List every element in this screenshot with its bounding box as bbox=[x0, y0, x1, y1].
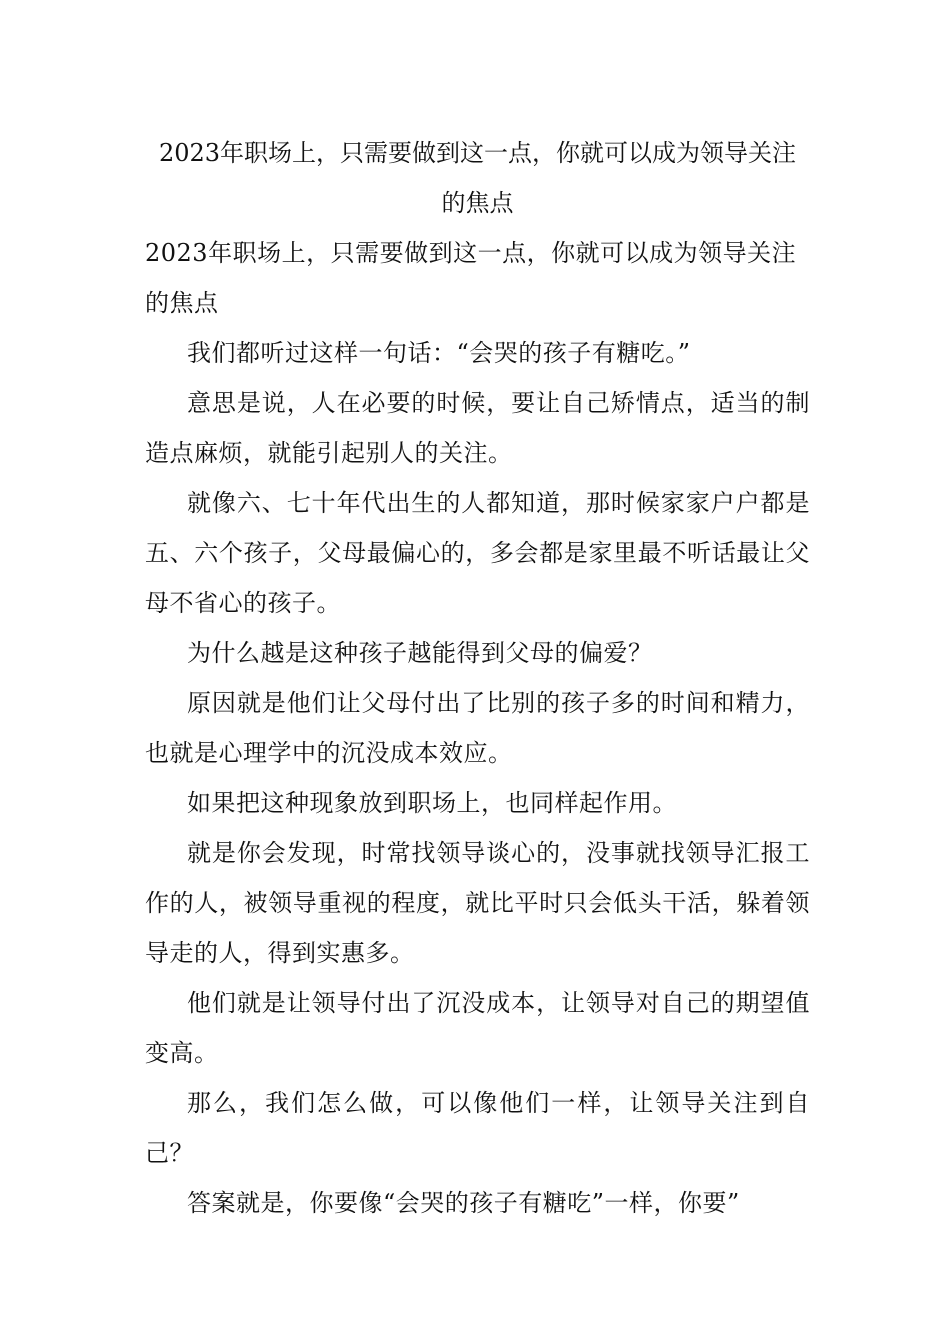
paragraph-1: 我们都听过这样一句话：“会哭的孩子有糖吃。” bbox=[187, 339, 691, 367]
paragraph-10: 答案就是，你要像“会哭的孩子有糖吃”一样，你要” bbox=[187, 1189, 740, 1217]
paragraph-4: 为什么越是这种孩子越能得到父母的偏爱？ bbox=[187, 639, 653, 667]
document-body bbox=[145, 128, 810, 1228]
paragraph-6: 如果把这种现象放到职场上，也同样起作用。 bbox=[187, 789, 677, 817]
paragraph-3: 就像六、七十年代出生的人都知道，那时候家家户户都是五、六个孩子，父母最偏心的，多会都是家里最不听话最让父母不省心的孩子。 bbox=[145, 489, 810, 617]
document-title: 2023年职场上，只需要做到这一点，你就可以成为领导关注的焦点 bbox=[158, 139, 797, 217]
paragraph-7: 就是你会发现，时常找领导谈心的，没事就找领导汇报工作的人，被领导重视的程度，就比平时只会低头干活，躲着领导走的人，得到实惠多。 bbox=[145, 839, 810, 967]
paragraph-5: 原因就是他们让父母付出了比别的孩子多的时间和精力，也就是心理学中的沉没成本效应。 bbox=[145, 689, 810, 767]
paragraph-9: 那么，我们怎么做，可以像他们一样，让领导关注到自己？ bbox=[145, 1089, 810, 1167]
document-subtitle: 2023年职场上，只需要做到这一点，你就可以成为领导关注的焦点 bbox=[145, 239, 797, 317]
paragraph-2: 意思是说，人在必要的时候，要让自己矫情点，适当的制造点麻烦，就能引起别人的关注。 bbox=[145, 389, 810, 467]
paragraph-8: 他们就是让领导付出了沉没成本，让领导对自己的期望值变高。 bbox=[145, 989, 810, 1067]
